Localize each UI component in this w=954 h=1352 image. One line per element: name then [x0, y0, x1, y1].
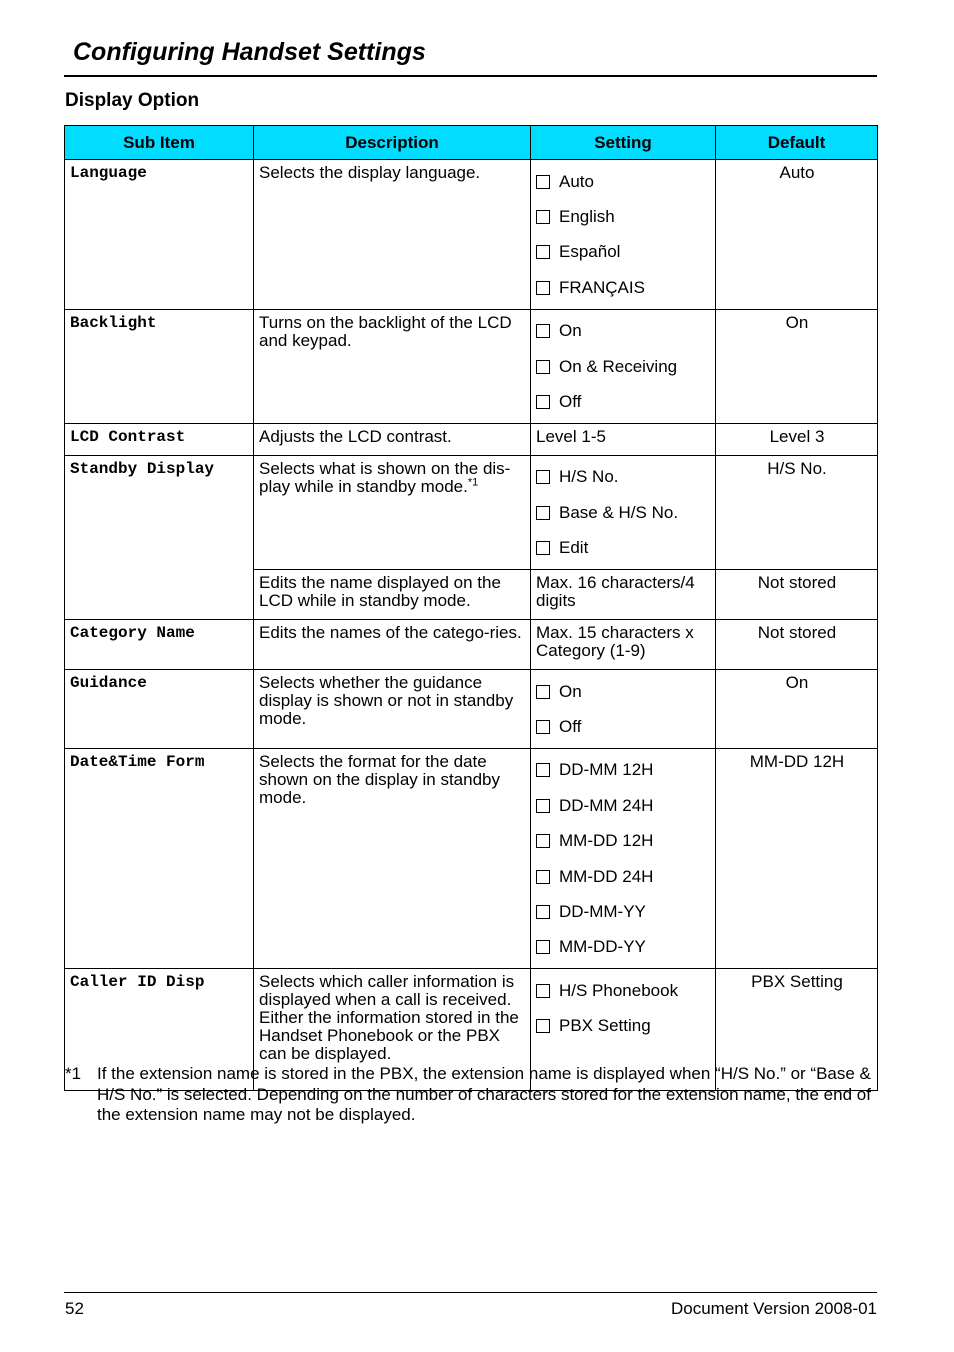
- footnote-text: If the extension name is stored in the PBX, the extension name is displayed when “H/S No.” or “Base & H/S No.” is selected. Depending on the number of characters stored for the extension name, the end of the extension name may not be displayed.: [97, 1064, 871, 1124]
- option-label: On: [559, 321, 582, 341]
- default-cell: Auto: [716, 160, 878, 310]
- checkbox-icon[interactable]: [536, 763, 550, 777]
- setting-cell: [531, 309, 716, 423]
- option-label: Auto: [559, 171, 594, 191]
- checkbox-icon[interactable]: [536, 1019, 550, 1033]
- sub-item-cell: Caller ID Disp: [65, 969, 254, 1091]
- option-label: Edit: [559, 538, 589, 558]
- description-cell: Selects the format for the date shown on the display in standby mode.: [254, 748, 531, 968]
- option-label: DD-MM 24H: [559, 795, 654, 815]
- checkbox-icon[interactable]: [536, 175, 550, 189]
- footer-divider: [64, 1292, 877, 1293]
- sub-item-cell: Guidance: [65, 669, 254, 748]
- option-label: Base & H/S No.: [559, 502, 679, 522]
- checkbox-icon[interactable]: [536, 281, 550, 295]
- option-label: DD-MM-YY: [559, 901, 646, 921]
- option-label: FRANÇAIS: [559, 277, 645, 297]
- sub-item-cell: Date&Time Form: [65, 748, 254, 968]
- sub-item-cell: Backlight: [65, 309, 254, 423]
- option-label: MM-DD 24H: [559, 866, 654, 886]
- checkbox-icon[interactable]: [536, 395, 550, 409]
- checkbox-icon[interactable]: [536, 245, 550, 259]
- default-cell: Level 3: [716, 423, 878, 455]
- table-row: [65, 748, 878, 968]
- checkbox-icon[interactable]: [536, 541, 550, 555]
- table-row: [65, 423, 878, 455]
- option-label: On: [559, 681, 582, 701]
- option-item[interactable]: [536, 859, 711, 894]
- default-cell: Not stored: [716, 569, 878, 619]
- description-extra: Either the information stored in the Handset Phonebook or the PBX can be displayed.: [259, 1008, 519, 1064]
- footnote-mark: *1: [65, 1064, 82, 1083]
- footnote: [65, 1064, 877, 1126]
- checkbox-icon[interactable]: [536, 470, 550, 484]
- option-label: MM-DD 12H: [559, 831, 654, 851]
- page-title: Configuring Handset Settings: [73, 38, 426, 66]
- option-label: English: [559, 207, 615, 227]
- option-label: MM-DD-YY: [559, 937, 646, 957]
- default-cell: MM-DD 12H: [716, 748, 878, 968]
- table-header-row: [65, 126, 878, 160]
- description-text: Selects which caller information is displayed when a call is received.: [259, 972, 515, 1010]
- description-cell: Edits the names of the catego-ries.: [254, 619, 531, 669]
- option-item[interactable]: [536, 1008, 711, 1043]
- sub-item-cell: Language: [65, 160, 254, 310]
- setting-cell: Max. 15 characters x Category (1-9): [531, 619, 716, 669]
- setting-cell: [531, 455, 716, 569]
- default-cell: PBX Setting: [716, 969, 878, 1091]
- description-cell: Selects whether the guidance display is shown or not in standby mode.: [254, 669, 531, 748]
- column-header: Default: [716, 126, 878, 160]
- checkbox-icon[interactable]: [536, 984, 550, 998]
- setting-cell: [531, 669, 716, 748]
- description-cell: Edits the name displayed on the LCD while in standby mode.: [254, 569, 531, 619]
- checkbox-icon[interactable]: [536, 834, 550, 848]
- option-label: Off: [559, 392, 582, 412]
- option-label: On & Receiving: [559, 356, 678, 376]
- table-row: [65, 619, 878, 669]
- option-item[interactable]: [536, 930, 711, 965]
- description-cell: [254, 455, 531, 569]
- table-row: [65, 455, 878, 569]
- checkbox-icon[interactable]: [536, 940, 550, 954]
- option-label: Español: [559, 242, 621, 262]
- option-item[interactable]: [536, 788, 711, 823]
- checkbox-icon[interactable]: [536, 870, 550, 884]
- default-cell: Not stored: [716, 619, 878, 669]
- table-row: [65, 160, 878, 310]
- option-item[interactable]: [536, 674, 711, 709]
- option-label: Off: [559, 716, 582, 736]
- sub-item-cell: Category Name: [65, 619, 254, 669]
- option-item[interactable]: [536, 823, 711, 858]
- section-heading: Display Option: [65, 90, 200, 111]
- default-cell: H/S No.: [716, 455, 878, 569]
- option-item[interactable]: [536, 753, 711, 788]
- option-item[interactable]: [536, 199, 711, 234]
- option-item[interactable]: [536, 384, 711, 419]
- column-header: Setting: [531, 126, 716, 160]
- setting-cell: Level 1-5: [531, 423, 716, 455]
- option-item[interactable]: [536, 894, 711, 929]
- description-text: Selects what is shown on the dis-play while in standby mode.: [259, 458, 511, 496]
- default-cell: On: [716, 669, 878, 748]
- option-item[interactable]: [536, 270, 711, 305]
- display-option-table: [64, 125, 878, 1091]
- footnote-reference: *1: [467, 476, 479, 489]
- document-version: Document Version 2008-01: [670, 1299, 877, 1318]
- option-item[interactable]: [536, 495, 711, 530]
- column-header: Description: [254, 126, 531, 160]
- checkbox-icon[interactable]: [536, 905, 550, 919]
- option-item[interactable]: [536, 314, 711, 349]
- option-item[interactable]: [536, 164, 711, 199]
- setting-cell: [531, 160, 716, 310]
- option-item[interactable]: [536, 349, 711, 384]
- checkbox-icon[interactable]: [536, 685, 550, 699]
- checkbox-icon[interactable]: [536, 324, 550, 338]
- description-cell: Selects the display language.: [254, 160, 531, 310]
- option-item[interactable]: [536, 531, 711, 566]
- option-label: DD-MM 12H: [559, 760, 654, 780]
- setting-cell: Max. 16 characters/4 digits: [531, 569, 716, 619]
- checkbox-icon[interactable]: [536, 720, 550, 734]
- page-number: 52: [65, 1299, 84, 1318]
- option-item[interactable]: [536, 709, 711, 744]
- description-cell: Adjusts the LCD contrast.: [254, 423, 531, 455]
- checkbox-icon[interactable]: [536, 210, 550, 224]
- table-row: [65, 669, 878, 748]
- column-header: Sub Item: [65, 126, 254, 160]
- option-item[interactable]: [536, 460, 711, 495]
- checkbox-icon[interactable]: [536, 360, 550, 374]
- checkbox-icon[interactable]: [536, 799, 550, 813]
- sub-item-cell: Standby Display: [65, 455, 254, 619]
- option-label: PBX Setting: [559, 1016, 651, 1036]
- option-label: H/S Phonebook: [559, 980, 679, 1000]
- description-cell: Turns on the backlight of the LCD and keypad.: [254, 309, 531, 423]
- default-cell: On: [716, 309, 878, 423]
- sub-item-cell: LCD Contrast: [65, 423, 254, 455]
- setting-cell: [531, 748, 716, 968]
- title-divider: [64, 75, 877, 77]
- option-item[interactable]: [536, 235, 711, 270]
- table-row: [65, 309, 878, 423]
- checkbox-icon[interactable]: [536, 506, 550, 520]
- option-label: H/S No.: [559, 467, 619, 487]
- option-item[interactable]: [536, 973, 711, 1008]
